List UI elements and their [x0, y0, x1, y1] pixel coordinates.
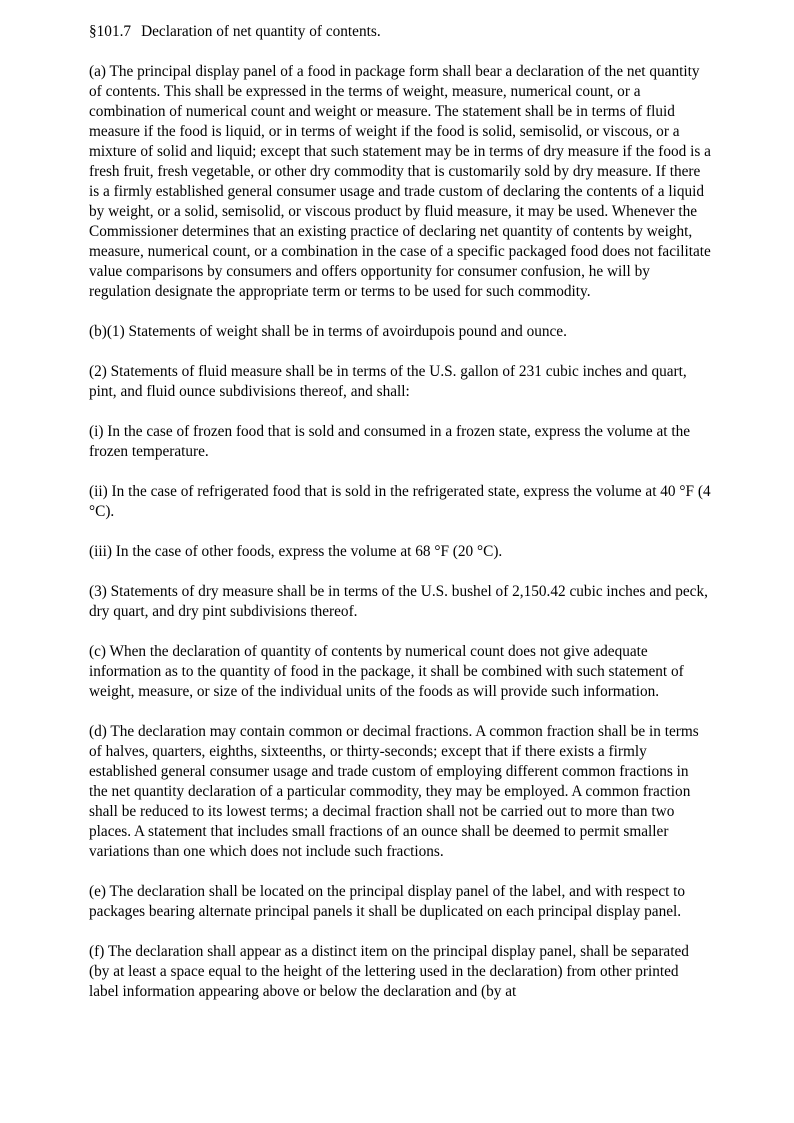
paragraph-c: (c) When the declaration of quantity of contents by numerical count does not give adequate information as to the quantity of food in the package, it shall be combined with such statement of weight, measure, or size of the individual units of the foods as will provide such information. — [89, 643, 684, 700]
section-number: §101.7 — [89, 23, 132, 40]
section-heading — [89, 22, 711, 42]
paragraph-b2: (2) Statements of fluid measure shall be in terms of the U.S. gallon of 231 cubic inches and quart, pint, and fluid ounce subdivisions thereof, and shall: — [89, 363, 687, 400]
section-heading-text: Declaration of net quantity of contents. — [141, 23, 381, 40]
paragraph-b1: (b)(1) Statements of weight shall be in terms of avoirdupois pound and ounce. — [89, 323, 567, 340]
paragraph-b3: (3) Statements of dry measure shall be in terms of the U.S. bushel of 2,150.42 cubic inches and peck, dry quart, and dry pint subdivisions thereof. — [89, 583, 708, 620]
paragraph-e: (e) The declaration shall be located on the principal display panel of the label, and with respect to packages bearing alternate principal panels it shall be duplicated on each principal display panel. — [89, 883, 686, 920]
paragraph-b2-ii: (ii) In the case of refrigerated food that is sold in the refrigerated state, express the volume at 40 °F (4 °C). — [89, 483, 711, 520]
paragraph-b2-iii: (iii) In the case of other foods, express the volume at 68 °F (20 °C). — [89, 543, 503, 560]
paragraph-d: (d) The declaration may contain common or decimal fractions. A common fraction shall be in terms of halves, quarters, eighths, sixteenths, or thirty-seconds; except that if there exists a firmly established general consumer usage and trade custom of employing different common fractions in the net quantity declaration of a particular commodity, they may be employed. A common fraction shall be reduced to its lowest terms; a decimal fraction shall not be carried out to more than two places. A statement that includes small fractions of an ounce shall be deemed to permit smaller variations than one which does not include such fractions. — [89, 723, 699, 860]
paragraph-b2-i: (i) In the case of frozen food that is sold and consumed in a frozen state, express the volume at the frozen temperature. — [89, 423, 691, 460]
paragraph-f: (f) The declaration shall appear as a distinct item on the principal display panel, shall be separated (by at least a space equal to the height of the lettering used in the declaration) from other printed label information appearing above or below the declaration and (by at — [89, 943, 689, 1000]
paragraph-a: (a) The principal display panel of a food in package form shall bear a declaration of the net quantity of contents. This shall be expressed in the terms of weight, measure, numerical count, or a combination of numerical count and weight or measure. The statement shall be in terms of fluid measure if the food is liquid, or in terms of weight if the food is solid, semisolid, or viscous, or a mixture of solid and liquid; except that such statement may be in terms of dry measure if the food is a fresh fruit, fresh vegetable, or other dry commodity that is customarily sold by dry measure. If there is a firmly established general consumer usage and trade custom of declaring the contents of a liquid by weight, or a solid, semisolid, or viscous product by fluid measure, it may be used. Whenever the Commissioner determines that an existing practice of declaring net quantity of contents by weight, measure, numerical count, or a combination in the case of a specific packaged food does not facilitate value comparisons by consumers and offers opportunity for consumer confusion, he will by regulation designate the appropriate term or terms to be used for such commodity. — [89, 63, 711, 300]
document-page — [89, 22, 711, 1022]
